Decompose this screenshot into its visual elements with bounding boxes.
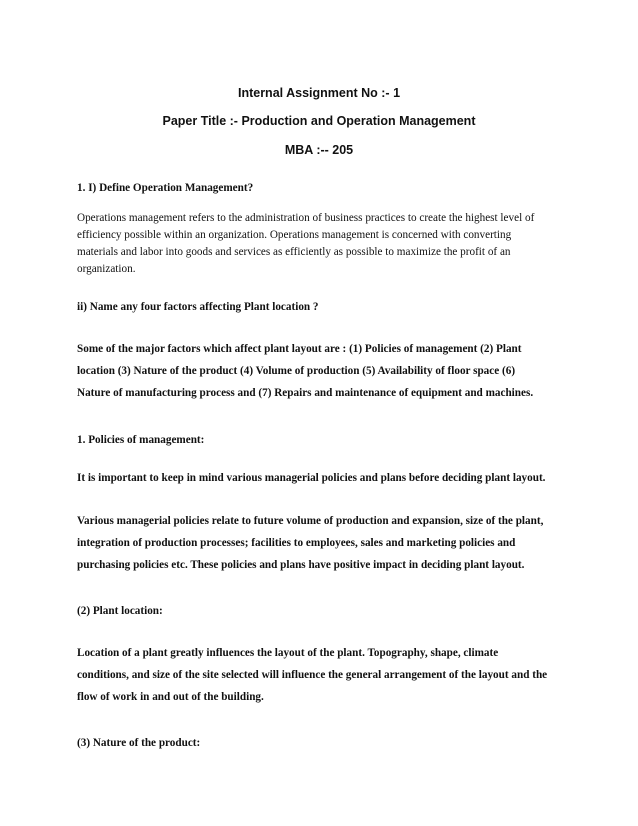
q1-heading: 1. I) Define Operation Management?: [77, 182, 254, 194]
section2-line: flow of work in and out of the building.: [77, 691, 264, 703]
paper-title: Paper Title :- Production and Operation Management: [162, 114, 476, 128]
section3-heading: (3) Nature of the product:: [77, 737, 201, 749]
q1-answer-line: organization.: [77, 263, 136, 275]
q2-answer-line: Nature of manufacturing process and (7) Repairs and maintenance of equipment and machines.: [77, 387, 534, 399]
section2-heading: (2) Plant location:: [77, 605, 163, 617]
q2-heading: ii) Name any four factors affecting Plant location ?: [77, 301, 319, 313]
q2-answer-line: location (3) Nature of the product (4) Volume of production (5) Availability of floor space (6): [77, 365, 516, 377]
section2-line: conditions, and size of the site selected will influence the general arrangement of the layout and the: [77, 669, 548, 681]
q1-answer-line: Operations management refers to the administration of business practices to create the highest level of: [77, 212, 535, 224]
q1-answer-line: materials and labor into goods and services as efficiently as possible to maximize the profit of an: [77, 246, 511, 258]
section2-body: [77, 642, 567, 708]
section1-heading: 1. Policies of management:: [77, 434, 205, 446]
q1-answer-line: efficiency possible within an organization. Operations management is concerned with converting: [77, 229, 512, 241]
q2-answer: [77, 338, 567, 404]
section1-line: integration of production processes; facilities to employees, sales and marketing policies and: [77, 537, 516, 549]
section1-line: Various managerial policies relate to future volume of production and expansion, size of the plant,: [77, 515, 544, 527]
section1-intro: It is important to keep in mind various managerial policies and plans before deciding plant layout.: [77, 472, 546, 484]
assignment-title: Internal Assignment No :- 1: [237, 86, 401, 100]
section1-body: [77, 510, 567, 576]
q2-answer-line: Some of the major factors which affect plant layout are : (1) Policies of management (2) Plant: [77, 343, 522, 355]
section1-line: purchasing policies etc. These policies and plans have positive impact in deciding plant layout.: [77, 559, 525, 571]
q1-answer: [77, 210, 567, 278]
course-code: MBA :-- 205: [284, 143, 354, 157]
section2-line: Location of a plant greatly influences the layout of the plant. Topography, shape, climate: [77, 647, 499, 659]
